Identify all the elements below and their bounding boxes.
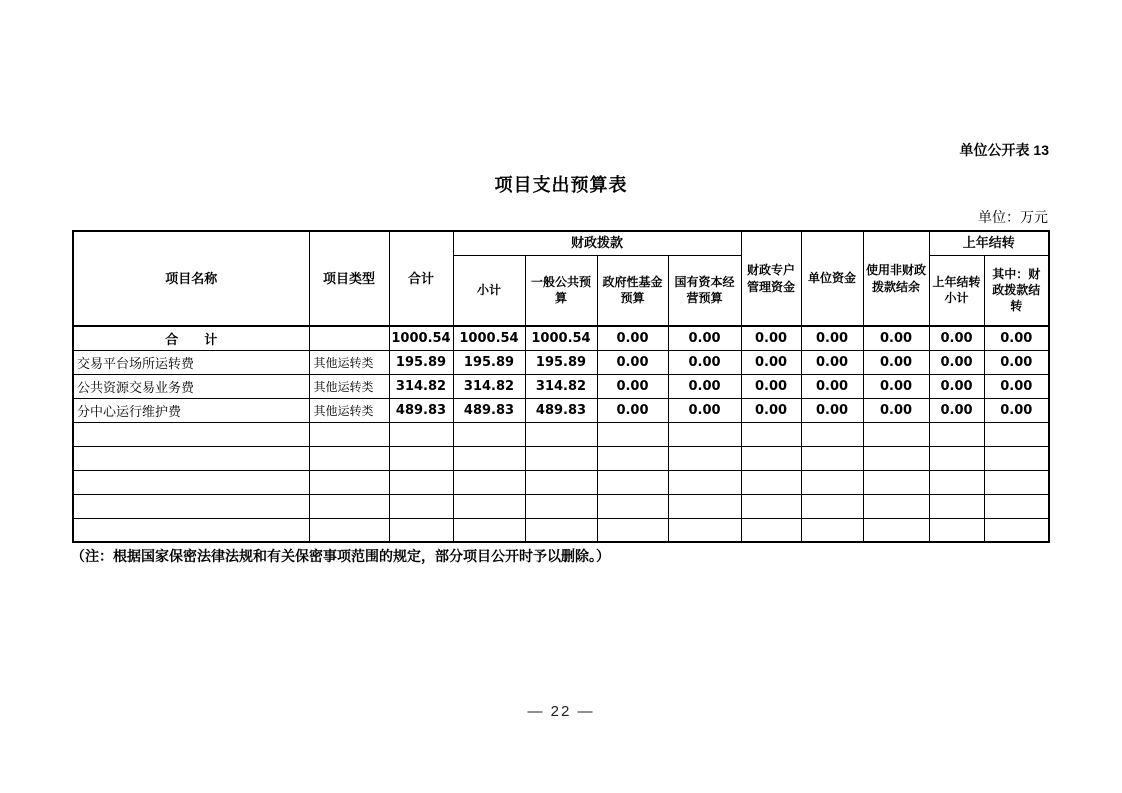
empty-cell	[525, 518, 597, 542]
empty-cell	[668, 446, 741, 470]
value-cell: 0.00	[668, 350, 741, 374]
value-cell: 0.00	[929, 326, 984, 350]
empty-cell	[929, 446, 984, 470]
empty-cell	[389, 470, 453, 494]
empty-cell	[597, 446, 668, 470]
value-cell: 0.00	[597, 398, 668, 422]
project-name-cell: 交易平台场所运转费	[73, 350, 309, 374]
value-cell: 1000.54	[389, 326, 453, 350]
value-cell: 314.82	[389, 374, 453, 398]
value-cell: 1000.54	[525, 326, 597, 350]
empty-cell	[389, 446, 453, 470]
empty-cell	[73, 470, 309, 494]
empty-cell	[73, 518, 309, 542]
empty-cell	[741, 470, 801, 494]
empty-cell	[801, 446, 863, 470]
empty-cell	[389, 494, 453, 518]
project-type-cell	[309, 326, 389, 350]
empty-cell	[597, 422, 668, 446]
empty-cell	[801, 518, 863, 542]
value-cell: 489.83	[389, 398, 453, 422]
header-fiscal-special-account: 财政专户管理资金	[741, 231, 801, 326]
table-row	[73, 350, 1049, 374]
value-cell: 0.00	[984, 326, 1049, 350]
table-row	[73, 374, 1049, 398]
empty-cell	[525, 422, 597, 446]
header-state-capital-budget: 国有资本经营预算	[668, 255, 741, 326]
table-note: （注：根据国家保密法律法规和有关保密事项范围的规定，部分项目公开时予以删除。）	[71, 548, 610, 564]
empty-cell	[801, 422, 863, 446]
value-cell: 0.00	[597, 326, 668, 350]
empty-cell	[309, 518, 389, 542]
value-cell: 0.00	[801, 398, 863, 422]
empty-table-row	[73, 422, 1049, 446]
value-cell: 0.00	[863, 374, 929, 398]
value-cell: 195.89	[389, 350, 453, 374]
table-row	[73, 398, 1049, 422]
empty-cell	[984, 494, 1049, 518]
value-cell: 0.00	[597, 350, 668, 374]
value-cell: 0.00	[929, 398, 984, 422]
empty-cell	[453, 422, 525, 446]
empty-cell	[863, 494, 929, 518]
value-cell: 0.00	[741, 374, 801, 398]
value-cell: 0.00	[741, 398, 801, 422]
header-project-name: 项目名称	[73, 231, 309, 326]
empty-cell	[929, 518, 984, 542]
empty-cell	[597, 470, 668, 494]
empty-cell	[984, 422, 1049, 446]
value-cell: 0.00	[741, 326, 801, 350]
empty-cell	[73, 446, 309, 470]
header-government-fund-budget: 政府性基金预算	[597, 255, 668, 326]
value-cell: 0.00	[929, 350, 984, 374]
table-row	[73, 326, 1049, 350]
empty-cell	[668, 494, 741, 518]
value-cell: 0.00	[668, 326, 741, 350]
budget-table	[72, 230, 1050, 543]
empty-cell	[453, 446, 525, 470]
empty-cell	[309, 494, 389, 518]
project-type-cell: 其他运转类	[309, 350, 389, 374]
project-type-cell: 其他运转类	[309, 374, 389, 398]
empty-cell	[525, 470, 597, 494]
empty-cell	[741, 494, 801, 518]
empty-cell	[984, 518, 1049, 542]
empty-cell	[863, 422, 929, 446]
value-cell: 0.00	[801, 350, 863, 374]
empty-cell	[929, 422, 984, 446]
empty-cell	[863, 518, 929, 542]
header-fiscal-appropriation-group: 财政拨款	[453, 231, 741, 255]
project-name-cell: 分中心运行维护费	[73, 398, 309, 422]
empty-cell	[73, 422, 309, 446]
header-non-fiscal-balance: 使用非财政拨款结余	[863, 231, 929, 326]
empty-cell	[801, 470, 863, 494]
project-name-cell: 公共资源交易业务费	[73, 374, 309, 398]
header-carryover-subtotal: 上年结转小计	[929, 255, 984, 326]
empty-cell	[863, 446, 929, 470]
value-cell: 0.00	[668, 374, 741, 398]
empty-cell	[389, 422, 453, 446]
value-cell: 0.00	[984, 350, 1049, 374]
empty-cell	[929, 494, 984, 518]
value-cell: 1000.54	[453, 326, 525, 350]
empty-cell	[929, 470, 984, 494]
empty-cell	[453, 518, 525, 542]
value-cell: 0.00	[984, 374, 1049, 398]
header-carryover-group: 上年结转	[929, 231, 1049, 255]
empty-cell	[984, 470, 1049, 494]
empty-table-row	[73, 470, 1049, 494]
empty-cell	[525, 494, 597, 518]
value-cell: 314.82	[453, 374, 525, 398]
unit-label: 单位：万元	[978, 211, 1048, 226]
value-cell: 0.00	[863, 350, 929, 374]
value-cell: 0.00	[863, 398, 929, 422]
header-project-type: 项目类型	[309, 231, 389, 326]
empty-cell	[668, 422, 741, 446]
empty-cell	[309, 470, 389, 494]
value-cell: 0.00	[984, 398, 1049, 422]
value-cell: 0.00	[597, 374, 668, 398]
project-type-cell: 其他运转类	[309, 398, 389, 422]
table-header	[73, 231, 1049, 326]
empty-table-row	[73, 446, 1049, 470]
empty-cell	[597, 494, 668, 518]
empty-cell	[801, 494, 863, 518]
empty-cell	[863, 470, 929, 494]
empty-cell	[668, 470, 741, 494]
value-cell: 195.89	[525, 350, 597, 374]
value-cell: 489.83	[453, 398, 525, 422]
value-cell: 0.00	[741, 350, 801, 374]
header-row-groups	[73, 231, 1049, 255]
page-title: 项目支出预算表	[494, 175, 628, 195]
header-unit-funds: 单位资金	[801, 231, 863, 326]
project-name-cell: 合 计	[73, 326, 309, 350]
empty-cell	[741, 422, 801, 446]
header-carryover-fiscal: 其中：财政拨款结转	[984, 255, 1049, 326]
value-cell: 314.82	[525, 374, 597, 398]
value-cell: 489.83	[525, 398, 597, 422]
empty-cell	[453, 470, 525, 494]
empty-cell	[668, 518, 741, 542]
value-cell: 0.00	[801, 374, 863, 398]
value-cell: 0.00	[668, 398, 741, 422]
table-body	[73, 326, 1049, 542]
header-general-public-budget: 一般公共预算	[525, 255, 597, 326]
empty-cell	[73, 494, 309, 518]
value-cell: 0.00	[929, 374, 984, 398]
empty-cell	[453, 494, 525, 518]
empty-cell	[309, 446, 389, 470]
empty-cell	[525, 446, 597, 470]
empty-cell	[389, 518, 453, 542]
header-total: 合计	[389, 231, 453, 326]
empty-cell	[309, 422, 389, 446]
value-cell: 0.00	[863, 326, 929, 350]
header-subtotal: 小计	[453, 255, 525, 326]
value-cell: 0.00	[801, 326, 863, 350]
doc-label: 单位公开表 13	[959, 142, 1049, 158]
empty-table-row	[73, 494, 1049, 518]
empty-cell	[597, 518, 668, 542]
empty-cell	[984, 446, 1049, 470]
empty-cell	[741, 446, 801, 470]
empty-table-row	[73, 518, 1049, 542]
value-cell: 195.89	[453, 350, 525, 374]
empty-cell	[741, 518, 801, 542]
page-number: — 22 —	[527, 703, 595, 720]
